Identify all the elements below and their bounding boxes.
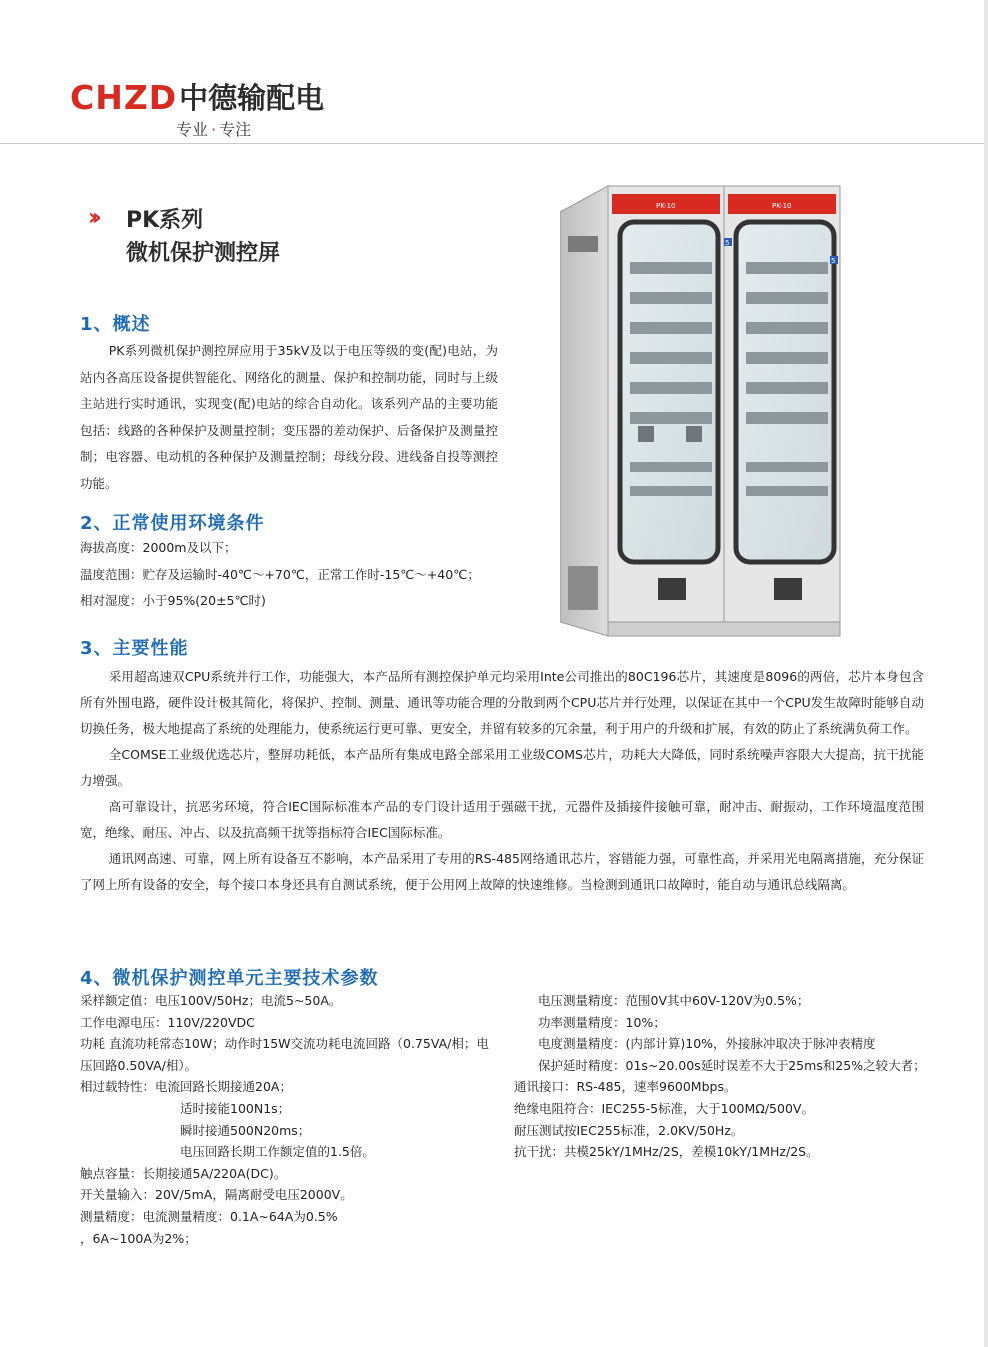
specs-right-column [514, 990, 928, 1163]
spec-item: 功率测量精度：10%； [538, 1014, 666, 1030]
spec-item: 耐压测试按IEC255标准，2.0KV/50Hz。 [514, 1122, 744, 1138]
spec-item: 开关量输入：20V/5mA，隔离耐受电压2000V。 [80, 1187, 353, 1203]
temperature-line: 温度范围：贮存及运输时-40℃～+70℃，正常工作时-15℃～+40℃； [80, 566, 480, 582]
performance-body [80, 664, 924, 898]
performance-paragraph: 通讯网高速、可靠，网上所有设备互不影响，本产品采用了专用的RS-485网络通讯芯片，容错能力强，可靠性高，并采用光电隔离措施，充分保证了网上所有设备的安全，每个接口本身还具有自测试系统，便于公用网上故障的快速维修。当检测到通讯口故障时，能自动与通讯总线隔离。 [80, 851, 924, 892]
spec-item: 适时接能100N1s； [180, 1100, 291, 1116]
spec-item: 触点容量：长期接通5A/220A(DC)。 [80, 1165, 287, 1181]
cabinet-number-right: 5 [831, 257, 836, 265]
spec-item: 相过载特性：电流回路长期接通20A； [80, 1079, 292, 1095]
spec-item: 电压测量精度：范围0V其中60V-120V为0.5%； [538, 993, 810, 1008]
page-edge [984, 0, 988, 1347]
spec-item: 绝缘电阻符合：IEC255-5标准，大于100MΩ/500V。 [514, 1100, 814, 1116]
spec-item: 抗干扰：共模25kY/1MHz/2S，差模10kY/1MHz/2S。 [514, 1144, 819, 1160]
spec-item: 测量精度：电流测量精度：0.1A~64A为0.5% [80, 1208, 338, 1224]
brand-chinese-name: 中德输配电 [179, 81, 325, 115]
cabinet-photo [560, 182, 844, 640]
altitude-line: 海拔高度：2000m及以下； [80, 540, 237, 555]
spec-item: ，6A~100A为2%； [80, 1230, 197, 1246]
section-heading-specs: 4、微机保护测控单元主要技术参数 [80, 968, 379, 989]
brand-logo [70, 76, 324, 116]
header-divider [0, 143, 988, 144]
environment-list [80, 535, 480, 615]
cabinet-label-right: PK-10 [772, 202, 792, 210]
product-name-title: 微机保护测控屏 [126, 241, 281, 266]
cabinet-label-left: PK-10 [656, 202, 676, 210]
product-series-title: PK系列 [126, 208, 204, 233]
spec-item: 工作电源电压：110V/220VDC [80, 1014, 255, 1030]
humidity-line: 相对湿度：小于95%(20±5℃时) [80, 593, 266, 608]
section-heading-overview: 1、概述 [80, 314, 151, 335]
cabinet-number-left: 5 [725, 239, 730, 247]
section-heading-performance: 3、主要性能 [80, 638, 189, 659]
section-heading-environment: 2、正常使用环境条件 [80, 513, 265, 534]
double-chevron-icon: ›› [88, 203, 96, 231]
spec-item: 电度测量精度：(内部计算)10%，外接脉冲取决于脉冲表精度 [538, 1036, 876, 1052]
overview-paragraph: PK系列微机保护测控屏应用于35kV及以于电压等级的变(配)电站，为站内各高压设备提供智能化、网络化的测量、保护和控制功能，同时与上级主站进行实时通讯，实现变(配)电站的综合自动化。该系列产品的主要功能包括：线路的各种保护及测量控制；变压器的差动保护、后备保护及测量控制；电容器、电动机的各种保护及测量控制；母线分段、进线备自投等测控功能。 [80, 343, 498, 491]
slogan [176, 117, 251, 140]
brand-latin-name: CHZD [70, 78, 178, 117]
spec-item: 电压回路长期工作额定值的1.5倍。 [180, 1144, 375, 1160]
performance-paragraph: 全COMSE工业级优选芯片，整屏功耗低，本产品所有集成电路全部采用工业级COMS芯片，功耗大大降低，同时系统噪声容限大大提高，抗干扰能力增强。 [80, 747, 924, 788]
spec-item: 功耗 直流功耗常态10W；动作时15W交流功耗电流回路（0.75VA/相；电压回路0.50VA/相）。 [80, 1036, 489, 1073]
spec-item: 采样额定值：电压100V/50Hz；电流5~50A。 [80, 993, 342, 1008]
cabinet-illustration [560, 182, 844, 640]
slogan-part-a: 专业 [176, 120, 209, 139]
spec-item: 通讯接口：RS-485，速率9600Mbps。 [514, 1079, 737, 1095]
spec-item: 保护延时精度：01s~20.00s延时误差不大于25ms和25%之较大者； [538, 1057, 926, 1073]
spec-item: 瞬时接通500N20ms； [180, 1122, 311, 1138]
specs-left-column [80, 990, 500, 1249]
slogan-part-b: 专注 [219, 120, 252, 139]
performance-paragraph: 采用超高速双CPU系统并行工作，功能强大，本产品所有测控保护单元均采用Inte公司推出的80C196芯片，其速度是8096的两倍，芯片本身包含所有外围电路，硬件设计极其简化，将保护、控制、测量、通讯等功能合理的分散到两个CPU芯片并行处理，以保证在其中一个CPU发生故障时能够自动切换任务，极大地提高了系统的处理能力，使系统运行更可靠、更安全，并留有较多的冗余量，利于用户的升级和扩展，有效的防止了系统满负荷工作。 [80, 669, 924, 736]
performance-paragraph: 高可靠设计，抗恶劣环境，符合IEC国际标准本产品的专门设计适用于强磁干扰，元器件及插接件接触可靠，耐冲击、耐振动，工作环境温度范围宽，绝缘、耐压、冲占、以及抗高频干扰等指标符合IEC国际标准。 [80, 799, 924, 840]
slogan-dot: · [211, 120, 217, 139]
